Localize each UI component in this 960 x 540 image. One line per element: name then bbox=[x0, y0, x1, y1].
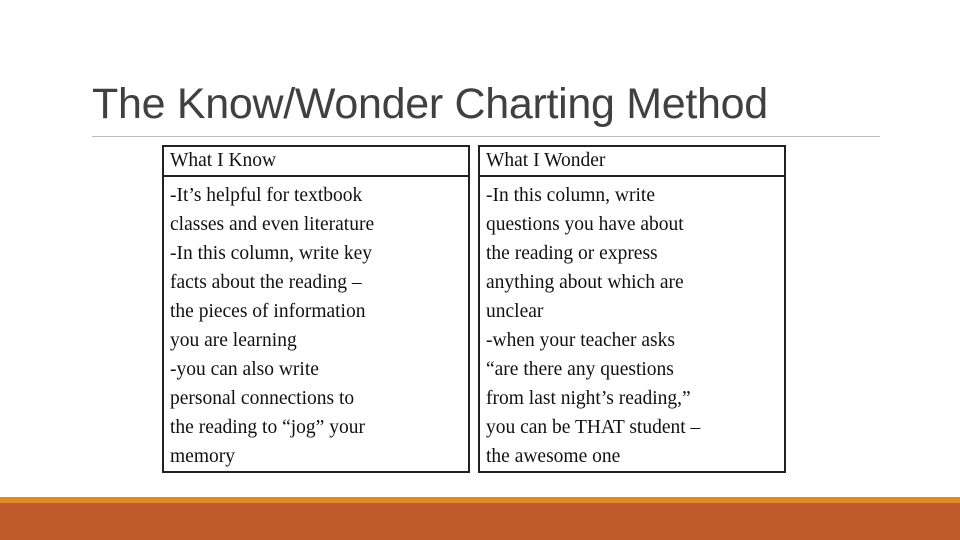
wonder-line: questions you have about bbox=[486, 214, 684, 235]
know-line: personal connections to bbox=[170, 388, 355, 409]
column-gap bbox=[469, 146, 479, 176]
wonder-line: -In this column, write bbox=[486, 185, 655, 206]
know-line: -you can also write bbox=[170, 359, 319, 380]
know-wonder-table bbox=[162, 145, 786, 473]
wonder-column-body bbox=[479, 176, 785, 472]
wonder-line: “are there any questions bbox=[486, 359, 674, 380]
slide-title: The Know/Wonder Charting Method bbox=[92, 80, 768, 128]
know-column-body bbox=[163, 176, 469, 472]
know-line: you are learning bbox=[170, 330, 297, 351]
wonder-line: anything about which are bbox=[486, 272, 684, 293]
know-line: classes and even literature bbox=[170, 214, 375, 235]
table-body-row bbox=[163, 176, 785, 472]
wonder-line: unclear bbox=[486, 301, 544, 322]
know-line: memory bbox=[170, 446, 235, 467]
know-column-header: What I Know bbox=[163, 146, 469, 176]
footer-bar bbox=[0, 503, 960, 540]
know-line: facts about the reading – bbox=[170, 272, 362, 293]
wonder-line: the reading or express bbox=[486, 243, 658, 264]
know-line: -It’s helpful for textbook bbox=[170, 185, 363, 206]
table-header-row bbox=[163, 146, 785, 176]
title-divider bbox=[92, 136, 880, 137]
know-line: the reading to “jog” your bbox=[170, 417, 365, 438]
wonder-line: from last night’s reading,” bbox=[486, 388, 691, 409]
wonder-line: the awesome one bbox=[486, 446, 621, 467]
know-line: -In this column, write key bbox=[170, 243, 372, 264]
know-line: the pieces of information bbox=[170, 301, 366, 322]
wonder-column-header: What I Wonder bbox=[479, 146, 785, 176]
wonder-line: -when your teacher asks bbox=[486, 330, 675, 351]
column-gap bbox=[469, 176, 479, 472]
wonder-line: you can be THAT student – bbox=[486, 417, 701, 438]
